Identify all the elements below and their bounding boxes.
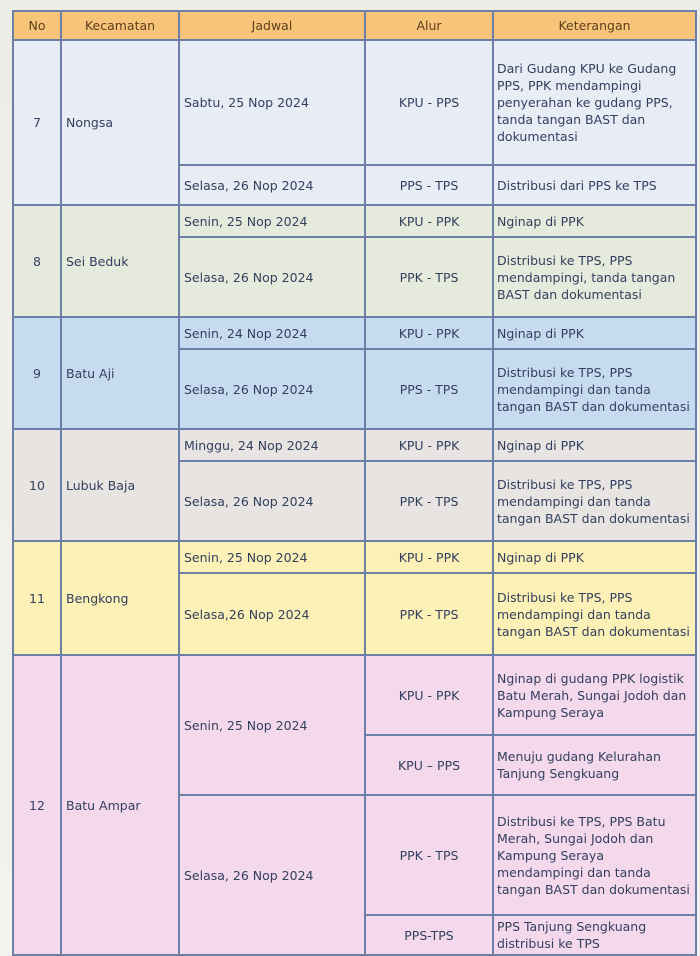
cell-jadwal: Selasa, 26 Nop 2024 (179, 349, 365, 429)
cell-no: 8 (13, 205, 61, 317)
cell-alur: PPS - TPS (365, 165, 493, 205)
table-row (13, 317, 696, 349)
header-kecamatan: Kecamatan (61, 11, 179, 40)
cell-kecamatan: Bengkong (61, 541, 179, 655)
cell-keterangan: Distribusi ke TPS, PPS mendampingi dan tanda tangan BAST dan dokumentasi (493, 461, 696, 541)
header-keterangan: Keterangan (493, 11, 696, 40)
cell-keterangan: Distribusi ke TPS, PPS mendampingi dan tanda tangan BAST dan dokumentasi (493, 349, 696, 429)
cell-alur: PPK - TPS (365, 795, 493, 915)
header-jadwal: Jadwal (179, 11, 365, 40)
cell-jadwal: Selasa, 26 Nop 2024 (179, 165, 365, 205)
header-no: No (13, 11, 61, 40)
cell-keterangan: Nginap di gudang PPK logistik Batu Merah, Sungai Jodoh dan Kampung Seraya (493, 655, 696, 735)
table-row (13, 40, 696, 165)
cell-kecamatan: Nongsa (61, 40, 179, 205)
cell-keterangan: Distribusi ke TPS, PPS mendampingi dan tanda tangan BAST dan dokumentasi (493, 573, 696, 655)
cell-keterangan: Distribusi dari PPS ke TPS (493, 165, 696, 205)
cell-alur: KPU - PPK (365, 205, 493, 237)
table-row (13, 655, 696, 735)
cell-jadwal: Sabtu, 25 Nop 2024 (179, 40, 365, 165)
cell-alur: PPK - TPS (365, 461, 493, 541)
cell-keterangan: Dari Gudang KPU ke Gudang PPS, PPK mendampingi penyerahan ke gudang PPS, tanda tangan BAST dan dokumentasi (493, 40, 696, 165)
cell-jadwal: Senin, 25 Nop 2024 (179, 205, 365, 237)
header-alur: Alur (365, 11, 493, 40)
cell-no: 10 (13, 429, 61, 541)
cell-keterangan: Distribusi ke TPS, PPS Batu Merah, Sungai Jodoh dan Kampung Seraya mendampingi dan tanda tangan BAST dan dokumentasi (493, 795, 696, 915)
cell-alur: KPU - PPK (365, 429, 493, 461)
cell-alur: PPS - TPS (365, 349, 493, 429)
table-row (13, 429, 696, 461)
cell-no: 12 (13, 655, 61, 955)
cell-keterangan: Nginap di PPK (493, 541, 696, 573)
cell-keterangan: Distribusi ke TPS, PPS mendampingi, tanda tangan BAST dan dokumentasi (493, 237, 696, 317)
cell-jadwal: Senin, 25 Nop 2024 (179, 541, 365, 573)
cell-alur: KPU - PPK (365, 317, 493, 349)
cell-alur: KPU – PPS (365, 735, 493, 795)
cell-alur: KPU - PPK (365, 541, 493, 573)
table-row (13, 205, 696, 237)
cell-jadwal: Senin, 25 Nop 2024 (179, 655, 365, 795)
cell-kecamatan: Sei Beduk (61, 205, 179, 317)
cell-alur: KPU - PPK (365, 655, 493, 735)
cell-jadwal: Minggu, 24 Nop 2024 (179, 429, 365, 461)
cell-no: 7 (13, 40, 61, 205)
table-row (13, 541, 696, 573)
cell-keterangan: Nginap di PPK (493, 205, 696, 237)
cell-kecamatan: Batu Ampar (61, 655, 179, 955)
cell-alur: KPU - PPS (365, 40, 493, 165)
cell-jadwal: Selasa,26 Nop 2024 (179, 573, 365, 655)
cell-jadwal: Selasa, 26 Nop 2024 (179, 795, 365, 955)
cell-keterangan: Nginap di PPK (493, 429, 696, 461)
cell-jadwal: Senin, 24 Nop 2024 (179, 317, 365, 349)
cell-kecamatan: Lubuk Baja (61, 429, 179, 541)
cell-kecamatan: Batu Aji (61, 317, 179, 429)
cell-alur: PPK - TPS (365, 237, 493, 317)
cell-alur: PPS-TPS (365, 915, 493, 955)
cell-jadwal: Selasa, 26 Nop 2024 (179, 237, 365, 317)
cell-no: 11 (13, 541, 61, 655)
cell-keterangan: Menuju gudang Kelurahan Tanjung Sengkuang (493, 735, 696, 795)
cell-jadwal: Selasa, 26 Nop 2024 (179, 461, 365, 541)
cell-keterangan: Nginap di PPK (493, 317, 696, 349)
cell-alur: PPK - TPS (365, 573, 493, 655)
cell-no: 9 (13, 317, 61, 429)
cell-keterangan: PPS Tanjung Sengkuang distribusi ke TPS (493, 915, 696, 955)
distribution-schedule-table (12, 10, 697, 956)
header-row (13, 11, 696, 40)
